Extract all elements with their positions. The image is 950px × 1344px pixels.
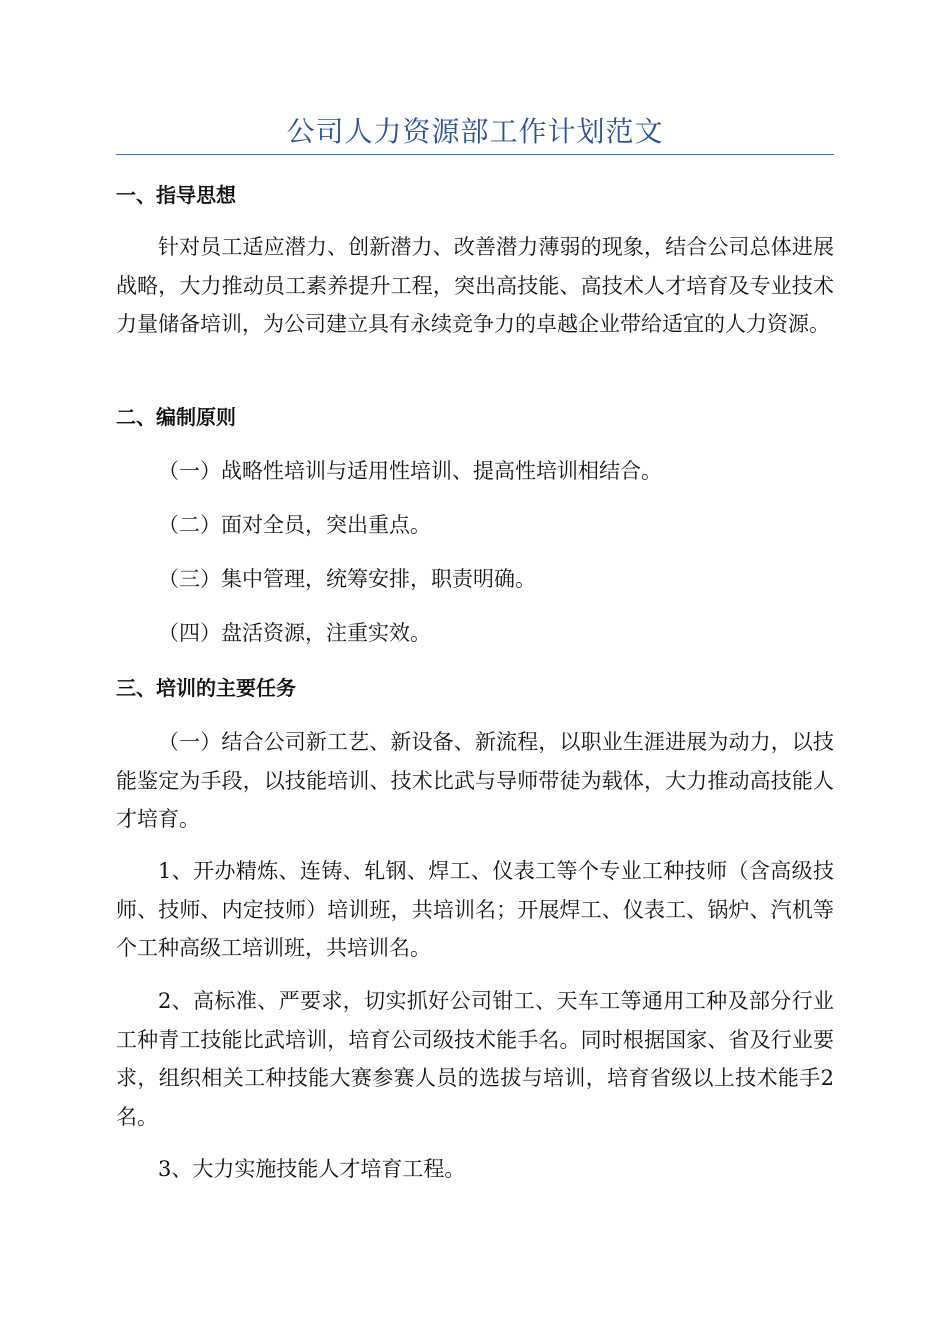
principle-item: （三）集中管理，统筹安排，职责明确。 — [158, 567, 536, 591]
document-title: 公司人力资源部工作计划范文 — [286, 115, 664, 148]
section-paragraph-guiding-ideology: 针对员工适应潜力、创新潜力、改善潜力薄弱的现象，结合公司总体进展战略，大力推动员工素养提升工程，突出高技能、高技术人才培育及专业技术力量储备培训，为公司建立具有永续竞争力的卓越企业带给适宜的人力资源。 — [116, 235, 834, 336]
section-heading-principles: 二、编制原则 — [116, 405, 236, 429]
principle-item: （四）盘活资源，注重实效。 — [158, 621, 431, 645]
section-heading-guiding-ideology: 一、指导思想 — [116, 183, 236, 207]
task-paragraph: 3、大力实施技能人才培育工程。 — [158, 1157, 466, 1181]
task-paragraph: 2、高标准、严要求，切实抓好公司钳工、天车工等通用工种及部分行业工种青工技能比武培训，培育公司级技术能手名。同时根据国家、省及行业要求，组织相关工种技能大赛参赛人员的选拔与培训，培育省级以上技术能手2名。 — [116, 989, 834, 1129]
section-heading-main-tasks: 三、培训的主要任务 — [116, 676, 296, 700]
title-divider — [116, 154, 834, 155]
principle-item: （二）面对全员，突出重点。 — [158, 513, 431, 537]
task-paragraph: 1、开办精炼、连铸、轧钢、焊工、仪表工等个专业工种技师（含高级技师、技师、内定技师）培训班，共培训名；开展焊工、仪表工、锅炉、汽机等个工种高级工培训班，共培训名。 — [116, 859, 834, 960]
principle-item: （一）战略性培训与适用性培训、提高性培训相结合。 — [158, 459, 662, 483]
task-paragraph: （一）结合公司新工艺、新设备、新流程，以职业生涯进展为动力，以技能鉴定为手段，以技能培训、技术比武与导师带徒为载体，大力推动高技能人才培育。 — [116, 730, 834, 831]
